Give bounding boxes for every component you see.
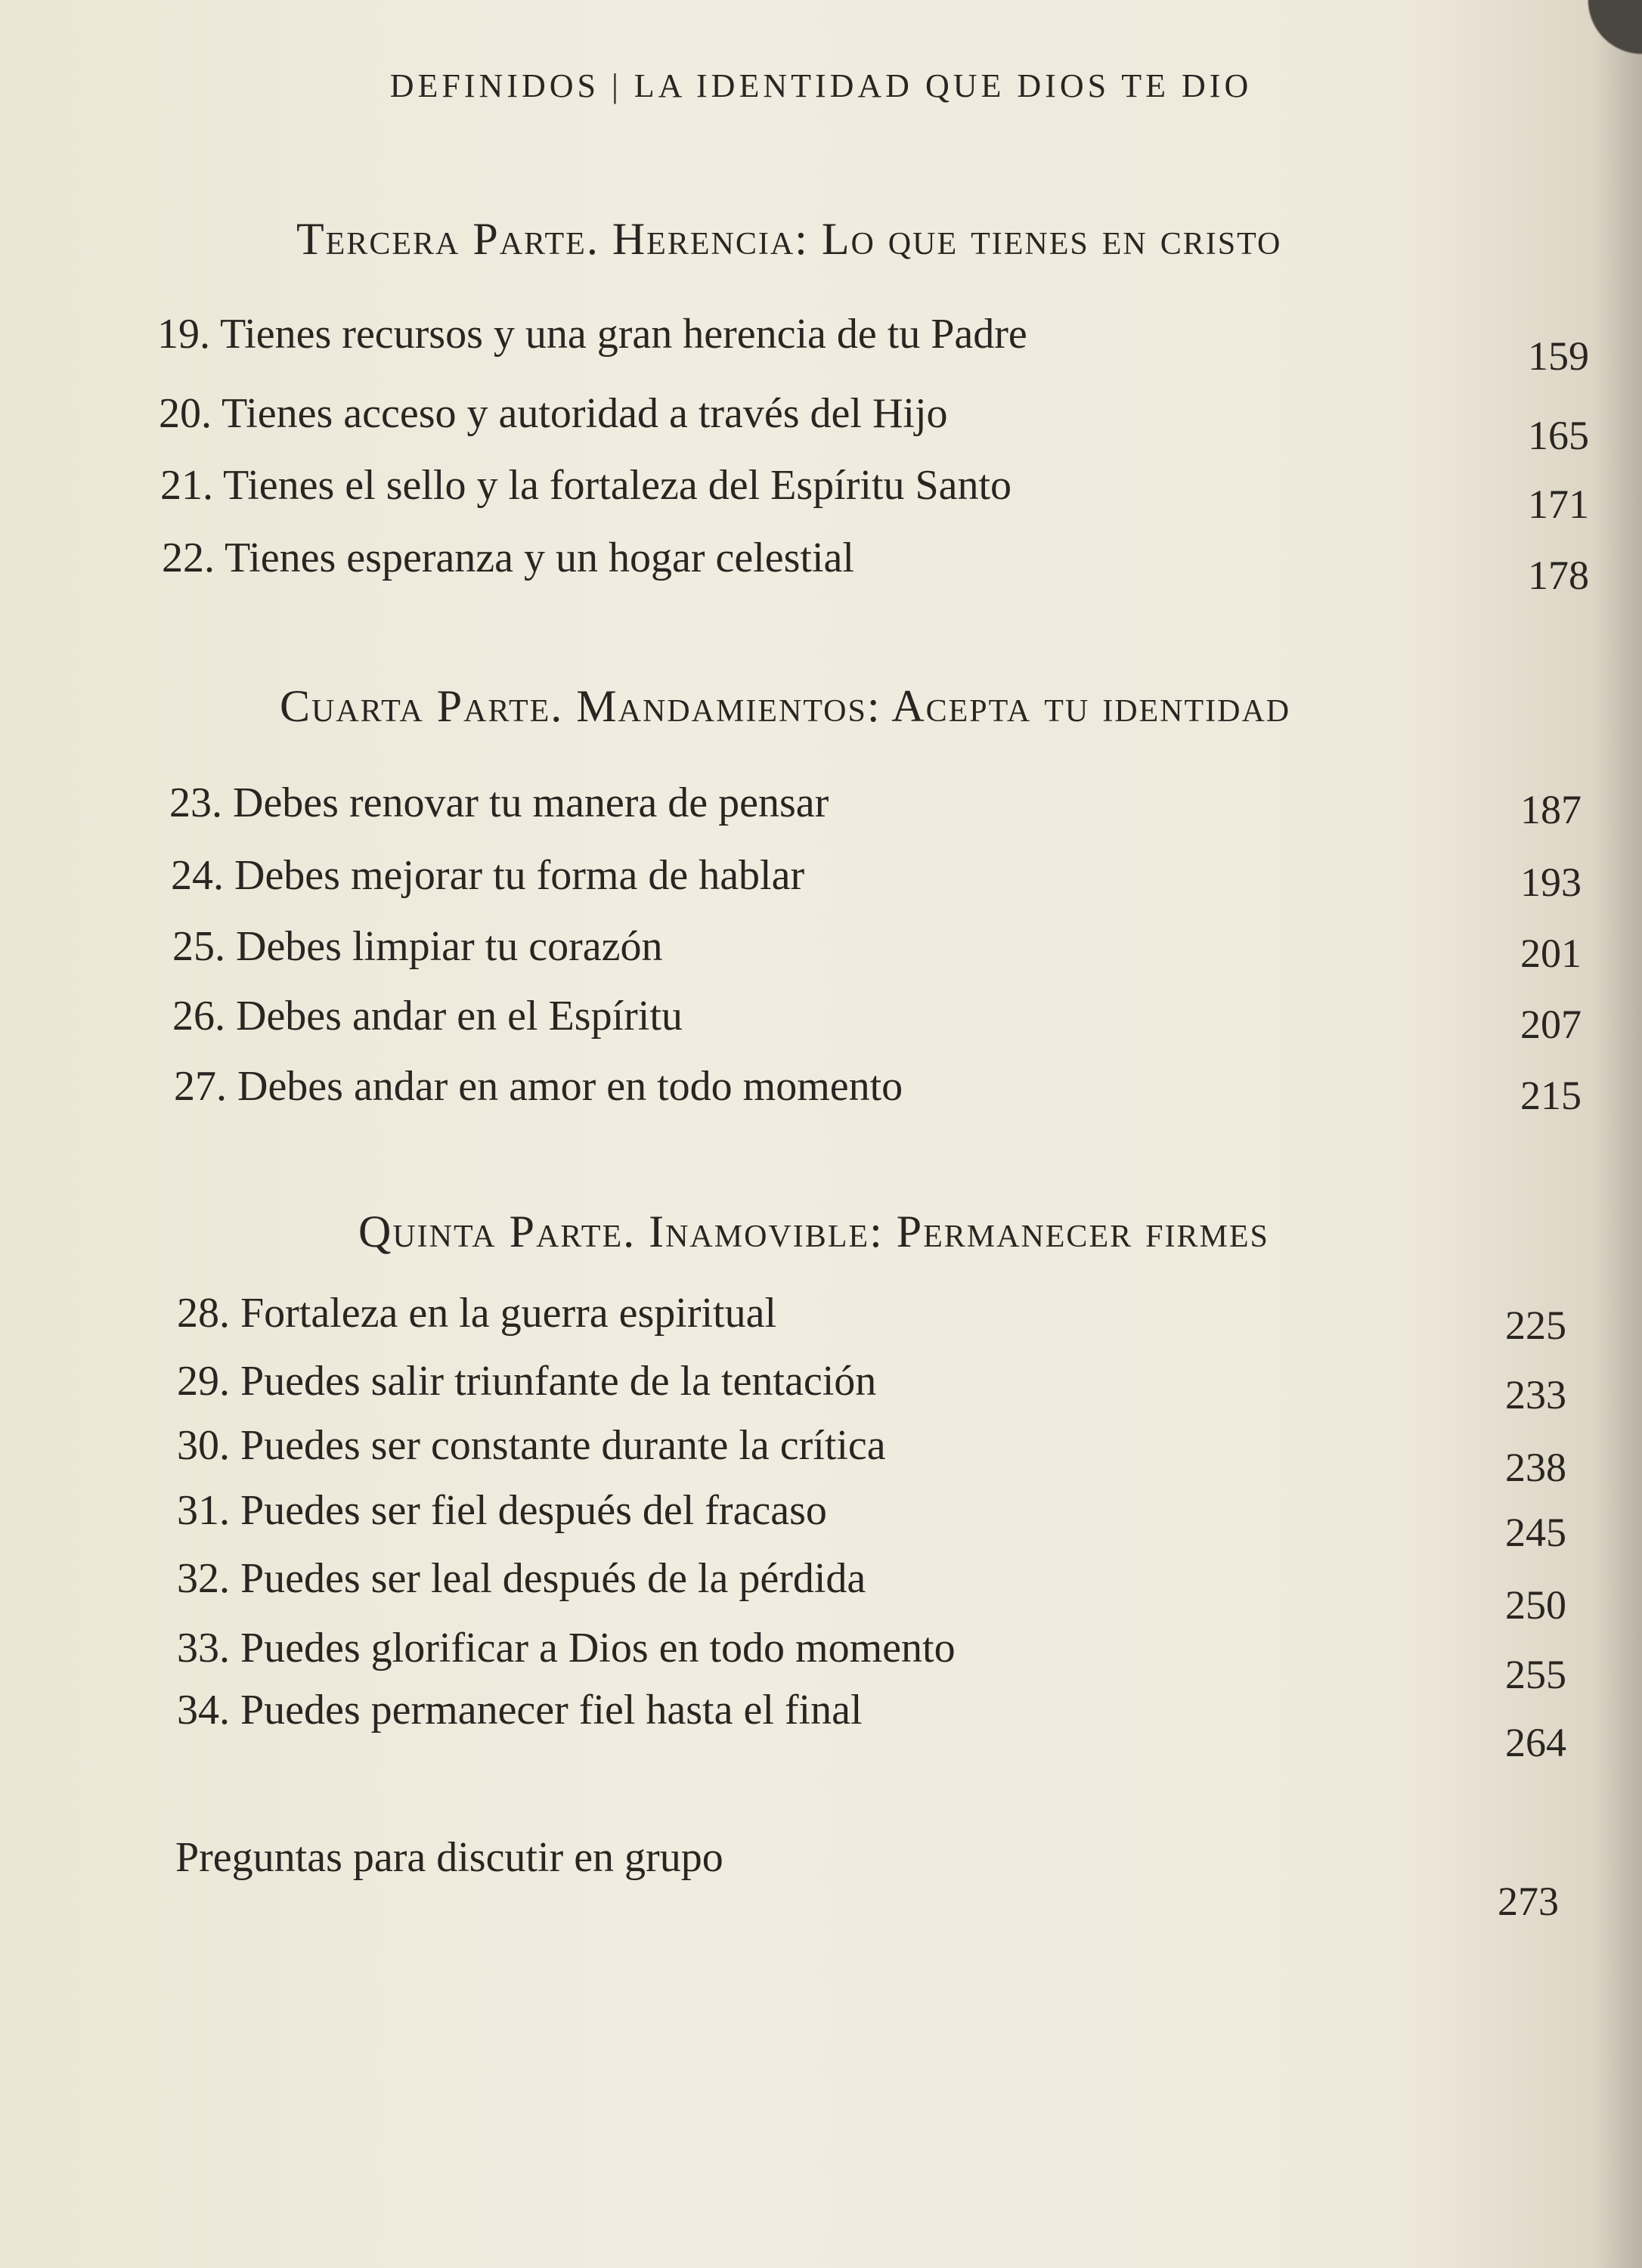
toc-page: 159: [1528, 333, 1589, 379]
toc-page: 171: [1528, 482, 1589, 527]
toc-page: 238: [1505, 1445, 1566, 1490]
toc-entry: 27. Debes andar en amor en todo momento: [174, 1063, 903, 1110]
toc-page: 264: [1505, 1720, 1566, 1765]
toc-entry: 32. Puedes ser leal después de la pérdida: [177, 1555, 866, 1602]
toc-page: 225: [1505, 1303, 1566, 1348]
toc-entry: 25. Debes limpiar tu corazón: [172, 923, 663, 970]
toc-page: 187: [1520, 787, 1582, 832]
toc-page: 201: [1520, 931, 1582, 976]
closing-entry: Preguntas para discutir en grupo: [175, 1834, 723, 1881]
toc-page: 207: [1520, 1002, 1582, 1047]
toc-entry: 31. Puedes ser fiel después del fracaso: [177, 1487, 827, 1534]
running-header: DEFINIDOS | LA IDENTIDAD QUE DIOS TE DIO: [389, 67, 1253, 104]
toc-entry: 23. Debes renovar tu manera de pensar: [169, 779, 829, 826]
toc-entry: 28. Fortaleza en la guerra espiritual: [177, 1290, 776, 1337]
section-title-quinta: Quinta Parte. Inamovible: Permanecer firmes: [358, 1207, 1269, 1256]
toc-entry: 34. Puedes permanecer fiel hasta el final: [177, 1687, 863, 1734]
toc-entry: 21. Tienes el sello y la fortaleza del Espíritu Santo: [160, 462, 1012, 509]
toc-entry: 30. Puedes ser constante durante la crítica: [177, 1422, 886, 1469]
toc-entry: 33. Puedes glorificar a Dios en todo momento: [177, 1625, 956, 1672]
toc-page: 165: [1528, 413, 1589, 458]
toc-entry: 24. Debes mejorar tu forma de hablar: [171, 852, 805, 899]
toc-page: 233: [1505, 1372, 1566, 1418]
toc-entry: 19. Tienes recursos y una gran herencia de tu Padre: [157, 311, 1027, 358]
section-title-tercera: Tercera Parte. Herencia: Lo que tienes en cristo: [296, 214, 1282, 264]
toc-page: 250: [1505, 1582, 1566, 1628]
section-title-cuarta: Cuarta Parte. Mandamientos: Acepta tu identidad: [280, 681, 1291, 731]
toc-page: 193: [1520, 860, 1582, 905]
toc-page: 255: [1505, 1652, 1566, 1697]
closing-page: 273: [1498, 1879, 1559, 1924]
toc-page: 215: [1520, 1073, 1582, 1118]
toc-page: 178: [1528, 553, 1589, 598]
toc-entry: 22. Tienes esperanza y un hogar celestial: [162, 534, 854, 581]
toc-entry: 29. Puedes salir triunfante de la tentación: [177, 1358, 877, 1405]
toc-entry: 20. Tienes acceso y autoridad a través del Hijo: [159, 390, 948, 437]
toc-entry: 26. Debes andar en el Espíritu: [172, 993, 683, 1040]
toc-page: 245: [1505, 1510, 1566, 1555]
page-corner-shadow: [1574, 0, 1642, 68]
